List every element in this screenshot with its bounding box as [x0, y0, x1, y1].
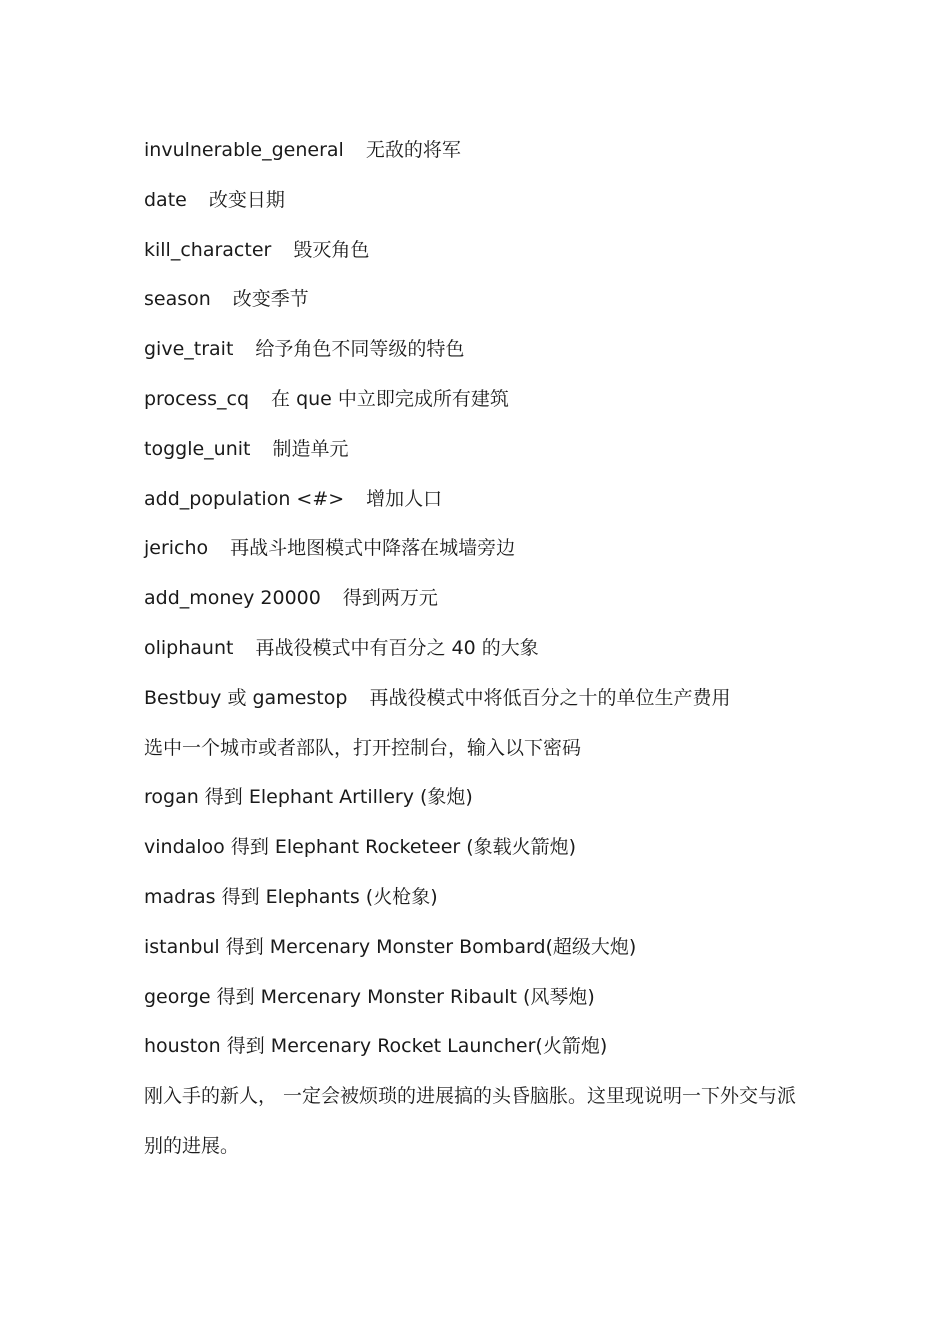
cheat-description: 再战役模式中有百分之 40 的大象 — [255, 636, 539, 659]
cheat-code: jericho — [144, 537, 209, 560]
cheat-description: 改变季节 — [232, 288, 309, 311]
cheat-description: 再战斗地图模式中降落在城墙旁边 — [230, 537, 516, 560]
cheat-code: oliphaunt — [144, 636, 234, 659]
cheat-code: add_population <#> — [144, 487, 345, 510]
cheat-command-line — [144, 581, 824, 631]
unit-code-line: george 得到 Mercenary Monster Ribault (风琴炮) — [144, 985, 595, 1008]
cheat-description: 再战役模式中将低百分之十的单位生产费用 — [369, 686, 731, 709]
cheat-code: kill_character — [144, 238, 272, 261]
cheat-command-line — [144, 183, 824, 233]
cheat-command-line — [144, 631, 824, 681]
cheat-command-line — [144, 332, 824, 382]
cheat-description: 给予角色不同等级的特色 — [255, 338, 465, 361]
unit-code-line: vindaloo 得到 Elephant Rocketeer (象载火箭炮) — [144, 836, 577, 859]
cheat-description: 无敌的将军 — [365, 139, 461, 161]
cheat-command-line — [144, 133, 824, 183]
cheat-code: give_trait — [144, 338, 234, 361]
unit-code-line: rogan 得到 Elephant Artillery (象炮) — [144, 786, 473, 809]
cheat-code: date — [144, 188, 187, 211]
cheat-code: invulnerable_general — [144, 139, 344, 161]
cheat-command-line — [144, 233, 824, 283]
cheat-command-line — [144, 382, 824, 432]
cheat-description: 增加人口 — [366, 487, 443, 510]
document-body — [144, 133, 824, 1172]
cheat-command-line — [144, 531, 824, 581]
unit-code-line: istanbul 得到 Mercenary Monster Bombard(超级大炮) — [144, 935, 637, 958]
cheat-description: 在 que 中立即完成所有建筑 — [271, 387, 509, 410]
cheat-code: process_cq — [144, 387, 250, 410]
cheat-description: 毁灭角色 — [293, 238, 370, 261]
cheat-code: Bestbuy 或 gamestop — [144, 686, 348, 709]
cheat-code: add_money 20000 — [144, 587, 321, 610]
cheat-command-line — [144, 432, 824, 482]
unit-code-line: madras 得到 Elephants (火枪象) — [144, 885, 438, 908]
cheat-description: 改变日期 — [208, 188, 285, 211]
cheat-description: 得到两万元 — [342, 587, 438, 610]
cheat-description: 制造单元 — [272, 437, 349, 460]
cheat-command-line — [144, 681, 824, 731]
cheat-command-line — [144, 282, 824, 332]
instruction-line: 选中一个城市或者部队，打开控制台，输入以下密码 — [144, 736, 582, 759]
cheat-code: season — [144, 288, 211, 311]
closing-paragraph: 刚入手的新人， 一定会被烦琐的进展搞的头昏脑胀。这里现说明一下外交与派别的进展。 — [144, 1085, 797, 1157]
cheat-code: toggle_unit — [144, 437, 251, 460]
cheat-command-line — [144, 482, 824, 532]
unit-code-line: houston 得到 Mercenary Rocket Launcher(火箭炮) — [144, 1035, 608, 1058]
